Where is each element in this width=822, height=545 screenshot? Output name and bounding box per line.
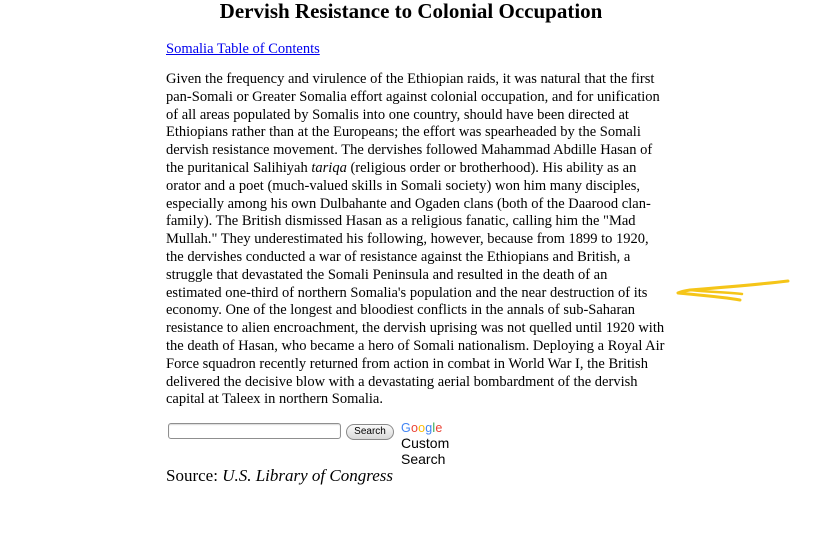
article-line: Ethiopians rather than at the Europeans; the effort was spearheaded by the Somali [166,124,641,141]
custom-search-label: Custom Search [401,435,450,467]
hand-drawn-arrow-icon [668,270,798,310]
article-line: orator and a poet (much-valued skills in Somali society) won him many disciples, [166,177,640,194]
article-italic-term: tariqa [311,159,347,176]
google-logo-letter: G [401,421,411,435]
article-line: delivered the decisive blow with a devastating aerial bombardment of the dervish [166,373,638,390]
article-line: pan-Somali or Greater Somalia effort against colonial occupation, and for unification [166,88,660,105]
table-of-contents-link[interactable]: Somalia Table of Contents [166,41,320,57]
article-line: resistance to alien encroachment, the dervish uprising was not quelled until 1920 with [166,320,665,337]
article-line: struggle that devastated the Somali Peninsula and resulted in the death of an [166,266,608,283]
article-line-prefix: the puritanical Salihiyah [166,159,312,176]
search-button[interactable]: Search [346,424,394,440]
google-logo-letter: e [435,421,443,435]
article-line: especially among his own Dulbahante and Ogaden clans (both of the Daarood clan- [166,195,651,212]
article-line [166,160,666,178]
article-line: of all areas populated by Somalis into one country, should have been directed at [166,106,629,123]
google-logo-letter: o [410,421,419,435]
article-line-suffix: (religious order or brotherhood). His ability as an [346,159,637,176]
source-prefix: Source: [166,466,223,485]
article-line: estimated one-third of northern Somalia's population and the near destruction of its [166,284,648,301]
search-input[interactable] [168,423,341,439]
article-line: economy. One of the longest and bloodiest conflicts in the annals of sub-Saharan [166,302,635,319]
article-line: the death of Hasan, who became a hero of Somali nationalism. Deploying a Royal Air [166,337,665,354]
arrow-stroke-tail [690,290,742,294]
article-line: capital at Taleex in northern Somalia. [166,391,383,408]
source-citation [166,466,393,486]
google-logo-letter: o [418,421,426,435]
source-name: U.S. Library of Congress [222,466,393,485]
article-body [166,71,666,409]
article-line: dervish resistance movement. The dervishes followed Mahammad Abdille Hasan of [166,142,653,159]
google-custom-search-branding [401,421,449,467]
page-title: Dervish Resistance to Colonial Occupation [219,0,603,23]
article-line: Mullah." They underestimated his following, however, because from 1899 to 1920, [166,231,649,248]
article-line: family). The British dismissed Hasan as a religious fanatic, calling him the "Mad [166,213,636,230]
article-line: Given the frequency and virulence of the Ethiopian raids, it was natural that the first [166,71,655,87]
google-logo-letter: g [425,421,433,435]
google-logo [401,421,449,435]
google-logo-letter: l [432,421,436,435]
article-line: Force squadron recently returned from action in combat in World War I, the British [166,355,648,372]
article-line: the dervishes conducted a war of resistance against the Ethiopians and British, a [166,248,631,265]
